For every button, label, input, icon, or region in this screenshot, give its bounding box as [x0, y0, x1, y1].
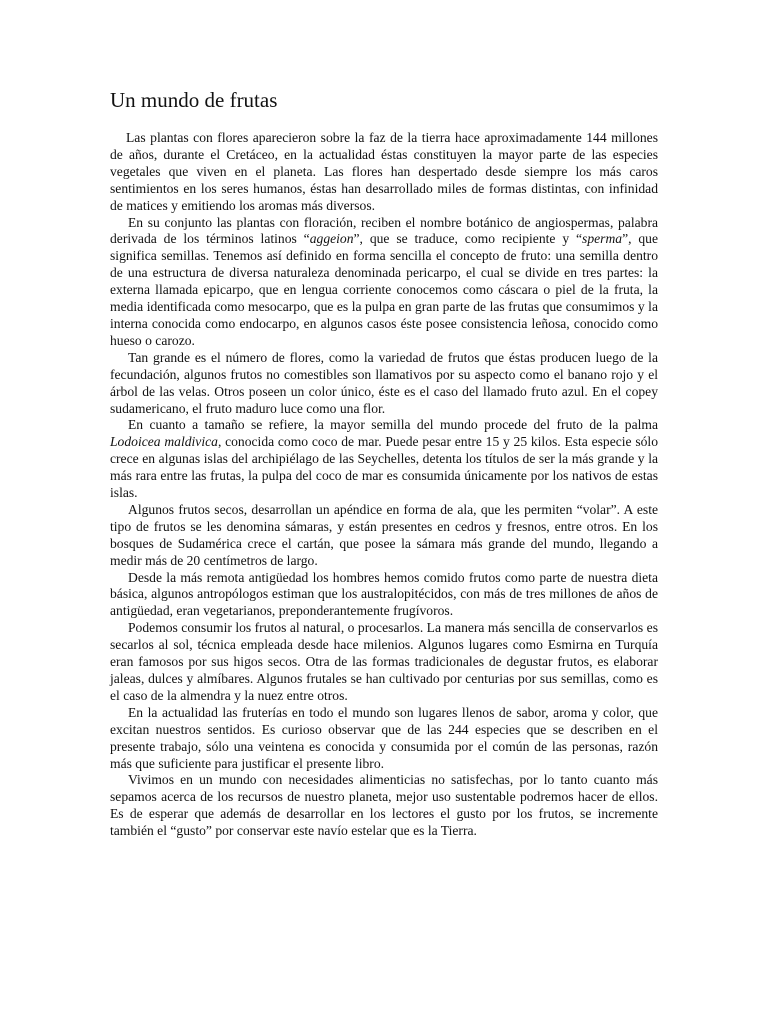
paragraph — [110, 350, 658, 418]
italic-term: aggeion — [309, 231, 354, 247]
paragraph — [110, 620, 658, 705]
paragraph — [110, 417, 658, 502]
paragraph-text: Podemos consumir los frutos al natural, o procesarlos. La manera más sencilla de conservarlos es secarlos al sol, técnica empleada desde hace milenios. Algunos lugares como Esmirna en Turquía eran famosos por sus higos secos. Otra de las formas tradicionales de degustar frutos, es elaborar jaleas, dulces y almíbares. Algunos frutales se han cultivado por centurias por sus semillas, como es el caso de la almendra y la nuez entre otros. — [110, 620, 658, 703]
paragraph — [110, 772, 658, 840]
paragraph-text: Algunos frutos secos, desarrollan un apéndice en forma de ala, que les permiten “volar”. A este tipo de frutos se les denomina sámaras, y están presentes en cedros y fresnos, entre otros. En los bosques de Sudamérica crece el cartán, que posee la sámara más grande del mundo, llegando a medir más de 20 centímetros de largo. — [110, 501, 658, 568]
paragraph-text: En la actualidad las fruterías en todo el mundo son lugares llenos de sabor, aroma y color, que excitan nuestros sentidos. Es curioso observar que de las 244 especies que se describen en el presente trabajo, sólo una veintena es conocida y consumida por el común de las personas, razón más que suficiente para justificar el presente libro. — [110, 704, 658, 771]
paragraph — [110, 215, 658, 350]
paragraph-text: ”, que se traduce, como recipiente y “ — [353, 231, 583, 247]
italic-term: sperma — [582, 231, 623, 247]
italic-term: Lodoicea maldivica — [110, 434, 218, 450]
paragraph-text: Tan grande es el número de flores, como la variedad de frutos que éstas producen luego de la fecundación, algunos frutos no comestibles son llamativos por su aspecto como el banano rojo y el árbol de las velas. Otros poseen un color único, éste es el caso del llamado fruto azul. En el copey sudamericano, el fruto maduro luce como una flor. — [110, 349, 658, 416]
paragraph-text: ”, que significa semillas. Tenemos así definido en forma sencilla el concepto de fruto: una semilla dentro de una estructura de diversa naturaleza denominada pericarpo, el cual se divide en tres partes: la externa llamada epicarpo, que en lengua corriente conocemos como cáscara o piel de la fruta, la media identificada como mesocarpo, que es la pulpa en gran parte de las frutas que consumimos y la interna conocida como endocarpo, en algunos casos éste posee consistencia leñosa, conocido como hueso o carozo. — [110, 231, 658, 348]
paragraph-text: Desde la más remota antigüedad los hombres hemos comido frutos como parte de nuestra dieta básica, algunos antropólogos estiman que los australopitécidos, con más de tres millones de años de antigüedad, eran vegetarianos, preponderantemente frugívoros. — [110, 569, 658, 619]
paragraph — [110, 502, 658, 570]
document-title: Un mundo de frutas — [110, 88, 278, 112]
paragraph-text: Vivimos en un mundo con necesidades alimenticias no satisfechas, por lo tanto cuanto más sepamos acerca de los recursos de nuestro planeta, mejor uso sustentable podremos hacer de ellos. Es de esperar que además de desarrollar en los lectores el gusto por los frutos, se incremente también el “gusto” por conservar este navío estelar que es la Tierra. — [110, 772, 658, 839]
paragraph-text: En cuanto a tamaño se refiere, la mayor semilla del mundo procede del fruto de la palma — [128, 417, 658, 433]
paragraph — [110, 130, 658, 215]
document-body — [110, 130, 658, 840]
paragraph-text: , conocida como coco de mar. Puede pesar entre 15 y 25 kilos. Esta especie sólo crece en algunas islas del archipiélago de las Seychelles, detenta los títulos de ser la más grande y la más rara entre las frutas, la pulpa del coco de mar es consumida únicamente por los nativos de estas islas. — [110, 434, 658, 501]
paragraph-text: Las plantas con flores aparecieron sobre la faz de la tierra hace aproximadamente 144 millones de años, durante el Cretáceo, en la actualidad éstas constituyen la mayor parte de las especies vegetales que viven en el planeta. Las flores han despertado desde siempre los más caros sentimientos en los seres humanos, éstas han desarrollado miles de formas distintas, con infinidad de matices y emitiendo los aromas más diversos. — [110, 130, 658, 213]
paragraph-text: En su conjunto las plantas con floración, reciben el nombre botánico de angiospermas, palabra derivada de los términos latinos “ — [110, 214, 658, 247]
document-page — [110, 86, 658, 840]
paragraph — [110, 570, 658, 621]
paragraph — [110, 705, 658, 773]
